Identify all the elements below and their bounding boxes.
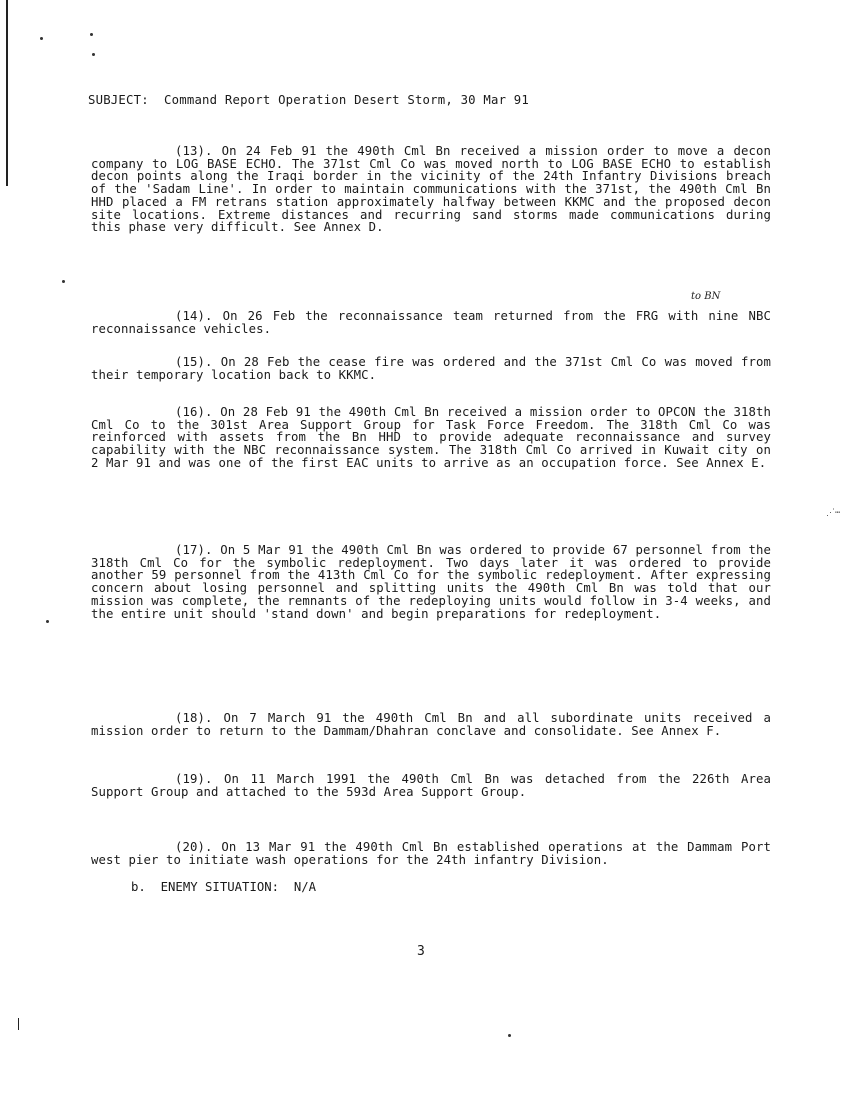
paragraph-text: (16). On 28 Feb 91 the 490th Cml Bn received a mission order to OPCON the 318th Cml Co to the 301st Area Support Group for Task Force Freedom. The 318th Cml Co was reinforced with assets from the Bn HHD to provide adequate reconnaissance and survey capability with the NBC reconnaissance system. The 318th Cml Co arrived in Kuwait city on 2 Mar 91 and was one of the first EAC units to arrive as an occupation force. See Annex E. xyxy=(91,405,771,470)
paragraph-text: (15). On 28 Feb the cease fire was ordered and the 371st Cml Co was moved from their temporary location back to KKMC. xyxy=(91,355,771,382)
paragraph-text: (14). On 26 Feb the reconnaissance team returned from the FRG with nine NBC reconnaissance vehicles. xyxy=(91,309,771,336)
paragraph-15 xyxy=(91,356,771,381)
paragraph-text: (17). On 5 Mar 91 the 490th Cml Bn was ordered to provide 67 personnel from the 318th Cml Co for the symbolic redeployment. Two days later it was ordered to provide another 59 personnel from the 413th Cml Co for the symbolic redeployment. After expressing concern about losing personnel and splitting units the 490th Cml Bn was told that our mission was complete, the remnants of the redeploying units would follow in 3-4 weeks, and the entire unit should 'stand down' and begin preparations for redeployment. xyxy=(91,543,771,621)
paragraph-17 xyxy=(91,544,771,620)
paragraph-text: (20). On 13 Mar 91 the 490th Cml Bn established operations at the Dammam Port west pier to initiate wash operations for the 24th infantry Division. xyxy=(91,840,771,867)
enemy-situation-heading: b. ENEMY SITUATION: N/A xyxy=(131,880,317,894)
paragraph-14 xyxy=(91,310,771,335)
paragraph-text: (19). On 11 March 1991 the 490th Cml Bn was detached from the 226th Area Support Group and attached to the 593d Area Support Group. xyxy=(91,772,771,799)
paragraph-16 xyxy=(91,406,771,470)
scan-speck xyxy=(90,33,93,36)
scan-speck xyxy=(46,620,49,623)
paragraph-19 xyxy=(91,773,771,798)
paragraph-text: (18). On 7 March 91 the 490th Cml Bn and all subordinate units received a mission order to return to the Dammam/Dhahran conclave and consolidate. See Annex F. xyxy=(91,711,771,738)
scan-speck xyxy=(62,280,65,283)
paragraph-18 xyxy=(91,712,771,737)
scan-speck xyxy=(508,1034,511,1037)
paragraph-text: (13). On 24 Feb 91 the 490th Cml Bn received a mission order to move a decon company to LOG BASE ECHO. The 371st Cml Co was moved north to LOG BASE ECHO to establish decon points along the Iraqi border in the vicinity of the 24th Infantry Divisions breach of the 'Sadam Line'. In order to maintain communications with the 371st, the 490th Cml Bn HHD placed a FM retrans station approximately halfway between KKMC and the proposed decon site locations. Extreme distances and recurring sand storms made communications during this phase very difficult. See Annex D. xyxy=(91,144,771,235)
scan-speck xyxy=(92,53,95,56)
scan-edge-line xyxy=(6,0,8,186)
scan-speck xyxy=(40,37,43,40)
margin-mark: ⋰⋯ xyxy=(826,508,841,518)
scan-edge-line xyxy=(18,1018,19,1030)
subject-line: SUBJECT: Command Report Operation Desert Storm, 30 Mar 91 xyxy=(88,93,529,107)
paragraph-20 xyxy=(91,841,771,866)
page-number: 3 xyxy=(417,944,425,959)
paragraph-13 xyxy=(91,145,771,234)
handwritten-annotation: to BN xyxy=(691,291,721,302)
